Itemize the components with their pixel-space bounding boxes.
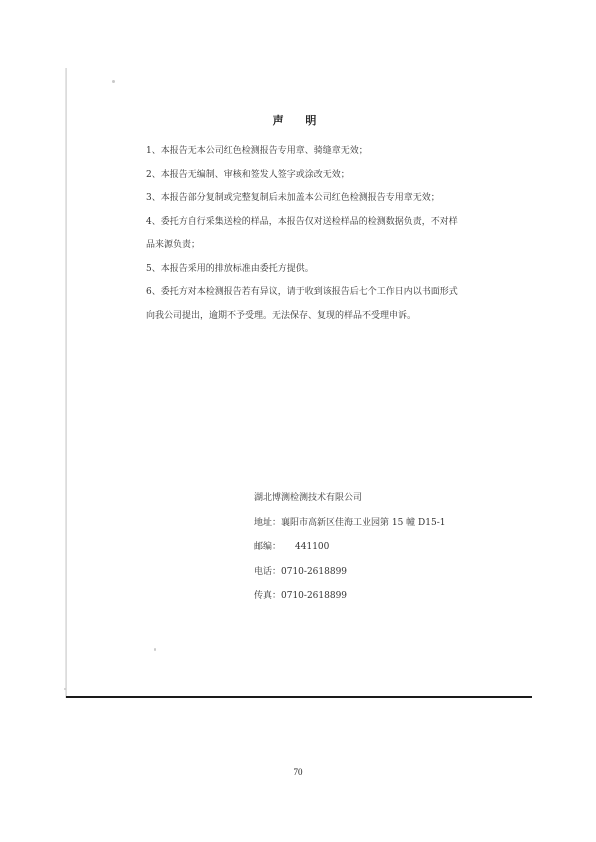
statement-item: 6、委托方对本检测报告若有异议，请于收到该报告后七个工作日内以书面形式向我公司提出，逾期不予受理。无法保存、复现的样品不受理申诉。 — [146, 287, 458, 321]
statement-list — [146, 140, 466, 328]
postcode-value: 441100 — [295, 542, 330, 552]
scan-bottom-edge — [66, 696, 532, 698]
statement-item: 3、本报告部分复制或完整复制后未加盖本公司红色检测报告专用章无效； — [146, 193, 440, 203]
company-postcode — [254, 535, 524, 560]
scanned-page — [66, 68, 532, 698]
page-title: 声 明 — [272, 114, 326, 127]
scan-speck — [154, 648, 156, 651]
statement-item: 1、本报告无本公司红色检测报告专用章、骑缝章无效； — [146, 146, 368, 156]
company-address: 地址：襄阳市高新区佳海工业园第 15 幢 D15-1 — [254, 517, 446, 528]
company-info — [254, 486, 524, 609]
statement-item: 4、委托方自行采集送检的样品，本报告仅对送检样品的检测数据负责，不对样品来源负责； — [146, 216, 458, 250]
company-fax: 传真：0710-2618899 — [254, 591, 348, 601]
scan-left-edge — [66, 68, 67, 696]
postcode-label: 邮编： — [254, 542, 282, 552]
statement-item: 5、本报告采用的排放标准由委托方提供。 — [146, 263, 314, 274]
company-phone: 电话：0710-2618899 — [254, 566, 348, 577]
company-name: 湖北博测检测技术有限公司 — [254, 493, 363, 503]
statement-item: 2、本报告无编制、审核和签发人签字或涂改无效； — [146, 169, 350, 180]
page-number: 70 — [293, 767, 303, 777]
scan-speck — [112, 80, 115, 83]
